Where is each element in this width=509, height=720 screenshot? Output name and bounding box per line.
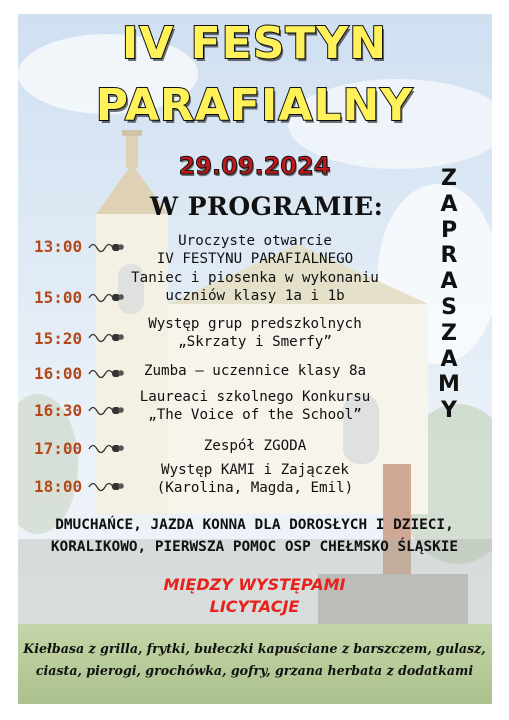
food-menu-line2: ciasta, pierogi, grochówka, gofry, grzana herbata z dodatkami [35,663,474,678]
schedule-item [96,362,414,380]
schedule-time: 18:00 [34,477,83,496]
schedule-item [96,388,414,424]
attractions-text [0,514,509,558]
poster-title-line2: PARAFIALNY [95,80,414,131]
vertical-letter: R [440,243,458,269]
auction-notice-line2: LICYTACJE [209,597,300,616]
schedule-item-line1: Uroczyste otwarcie [178,233,332,249]
vertical-letter: Z [441,166,457,191]
schedule-item-line1: Występ KAMI i Zajączek [161,462,349,478]
schedule-time: 15:20 [34,329,83,348]
vertical-letter: A [440,346,458,372]
schedule-item-line2: uczniów klasy 1a i 1b [165,288,345,304]
vertical-letter: P [440,217,458,243]
vertical-letter: A [440,269,458,295]
schedule-item [96,315,414,351]
schedule-item-line1: Występ grup predszkolnych [148,316,362,332]
schedule-time: 13:00 [34,237,83,256]
schedule-item-line2: „The Voice of the School” [148,407,362,423]
auction-notice [0,574,509,618]
schedule-item [96,437,414,455]
schedule-time: 16:30 [34,401,83,420]
schedule-item-line2: „Skrzaty i Smerfy” [178,334,332,350]
poster-title-line1: IV FESTYN [121,18,388,69]
vertical-letter: Y [441,398,457,424]
schedule-item-line1: Taniec i piosenka w wykonaniu [131,270,379,286]
vertical-letter: Z [441,320,457,346]
schedule-item-line2: (Karolina, Magda, Emil) [156,480,354,496]
schedule-time: 17:00 [34,439,83,458]
vertical-letter: S [441,294,457,320]
vertical-letter: M [438,372,460,398]
food-menu [0,638,509,682]
vertical-invitation [434,166,464,424]
schedule-item [96,232,414,268]
schedule-time: 15:00 [34,288,83,307]
schedule-item-line1: Laureaci szkolnego Konkursu [139,389,371,405]
schedule-time: 16:00 [34,364,83,383]
schedule-item [96,269,414,305]
schedule-item-line1: Zespół ZGODA [203,438,307,454]
auction-notice-line1: MIĘDZY WYSTĘPAMI [163,575,346,594]
attractions-line1: DMUCHAŃCE, JAZDA KONNA DLA DOROSŁYCH I DZIECI, [55,517,454,533]
schedule-item [96,461,414,497]
program-heading: W PROGRAMIE: [150,192,384,221]
event-date: 29.09.2024 [178,152,331,180]
schedule-item-line1: Zumba – uczennice klasy 8a [143,363,367,379]
food-menu-line1: Kiełbasa z grilla, frytki, bułeczki kapuściane z barszczem, gulasz, [23,641,486,656]
attractions-line2: KORALIKOWO, PIERWSZA POMOC OSP CHEŁMSKO ŚLĄSKIE [50,539,459,555]
schedule-item-line2: IV FESTYNU PARAFIALNEGO [156,251,354,267]
vertical-letter: A [440,191,458,217]
